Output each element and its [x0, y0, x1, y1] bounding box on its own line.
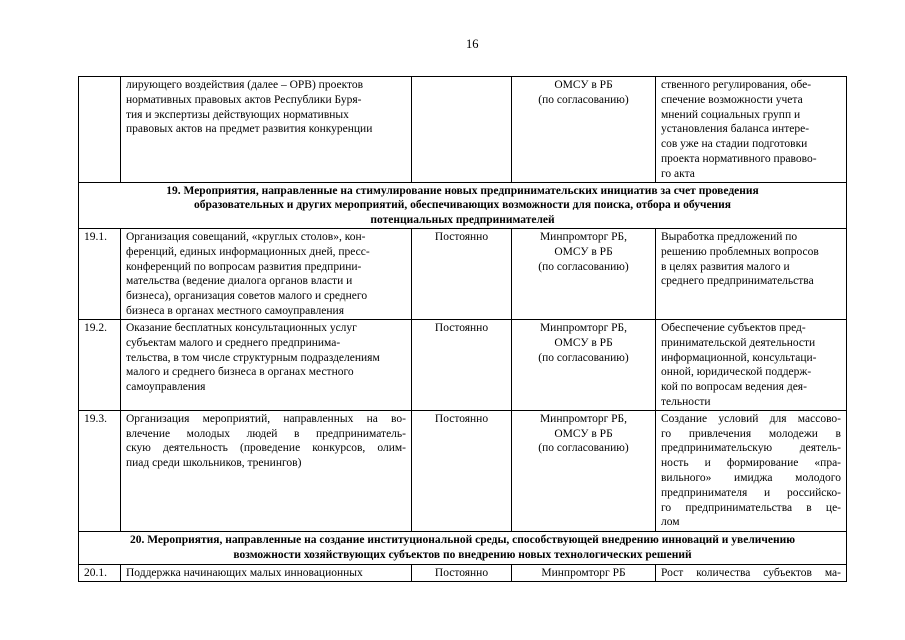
result-line: предпринимателя и российско- [661, 486, 841, 499]
result-line: кой по вопросам ведения дея- [661, 381, 807, 394]
responsible-line: Минпромторг РБ, [539, 230, 628, 243]
table-row-continuation [79, 77, 847, 183]
measure-line: пиад среди школьников, тренингов) [126, 457, 302, 470]
table-row [79, 319, 847, 410]
result-line: среднего предпринимательства [661, 275, 814, 288]
result-line: Выработка предложений по [661, 230, 798, 243]
responsible-line: ОМСУ в РБ [554, 245, 613, 258]
measure-line: бизнеса), организация советов малого и среднего [126, 290, 368, 303]
section-title-line: 19. Мероприятия, направленные на стимулирование новых предпринимательских инициатив за счет проведения [166, 184, 759, 197]
responsible-line: Минпромторг РБ, [539, 321, 628, 334]
cell-term: Постоянно [412, 564, 512, 581]
result-line: ность и формирование «пра- [661, 457, 841, 470]
cell-number: 19.2. [79, 319, 121, 410]
page-number: 16 [466, 37, 479, 51]
result-line: решению проблемных вопросов [661, 245, 819, 258]
result-line: Обеспечение субъектов пред- [661, 321, 806, 334]
measure-line: скую деятельность (проведение конкурсов, олим- [126, 442, 406, 455]
result-line: в целях развития малого и [661, 260, 790, 273]
result-line: го предпринимательства в це- [661, 501, 841, 514]
responsible-line: ОМСУ в РБ [554, 336, 613, 349]
result-line: проекта нормативного правово- [661, 152, 817, 165]
responsible-line: (по согласованию) [538, 93, 629, 106]
section-header-19 [79, 182, 847, 228]
result-line: принимательской деятельности [661, 336, 816, 349]
section-title-line: образовательных и других мероприятий, обеспечивающих возможности для поиска, отбора и обучения [193, 199, 732, 212]
section-title-line: 20. Мероприятия, направленные на создание институциональной среды, способствующей внедрению инноваций и увеличению [129, 533, 796, 546]
cell-number: 20.1. [79, 564, 121, 581]
responsible-line: (по согласованию) [538, 260, 629, 273]
cell-result [656, 410, 847, 531]
result-line: го акта [661, 167, 695, 180]
cell-responsible [512, 319, 656, 410]
result-line: лом [661, 516, 680, 529]
responsible-line: ОМСУ в РБ [554, 79, 613, 91]
result-line: Рост количества субъектов ма- [661, 566, 841, 579]
result-line: предпринимательскую деятель- [661, 442, 841, 455]
measure-line: нормативных правовых актов Республики Буря- [126, 93, 362, 106]
cell-term: Постоянно [412, 410, 512, 531]
measure-line: конференций по вопросам развития предприни- [126, 260, 362, 273]
result-line: установления баланса интере- [661, 123, 810, 136]
cell-measure [121, 564, 412, 581]
cell-measure [121, 410, 412, 531]
cell-responsible [512, 77, 656, 183]
cell-measure [121, 319, 412, 410]
measure-line: мательства (ведение диалога органов власти и [126, 275, 353, 288]
table-row [79, 410, 847, 531]
section-title-line: возможности хозяйствующих субъектов по внедрению новых технологических решений [233, 548, 692, 561]
cell-result [656, 319, 847, 410]
cell-responsible [512, 564, 656, 581]
measure-line: Организация совещаний, «круглых столов», кон- [126, 230, 366, 243]
measure-line: Оказание бесплатных консультационных услуг [126, 321, 357, 334]
measures-table [78, 76, 847, 582]
measure-line: влечение молодых людей в предприниматель- [126, 427, 406, 440]
result-line: сов уже на стадии подготовки [661, 138, 808, 151]
cell-responsible [512, 228, 656, 319]
cell-term [412, 77, 512, 183]
section-title-line: потенциальных предпринимателей [370, 214, 555, 227]
result-line: спечение возможности учета [661, 93, 803, 106]
responsible-line: (по согласованию) [538, 442, 629, 455]
measure-line: правовых актов на предмет развития конкуренции [126, 123, 373, 136]
responsible-line: Минпромторг РБ [541, 566, 626, 579]
measure-line: тия и экспертизы действующих нормативных [126, 108, 349, 121]
result-line: го привлечения молодежи в [661, 427, 841, 440]
responsible-line: (по согласованию) [538, 351, 629, 364]
table-row [79, 564, 847, 581]
cell-result [656, 564, 847, 581]
measure-line: Организация мероприятий, направленных на во- [126, 412, 406, 425]
responsible-line: Минпромторг РБ, [539, 412, 628, 425]
measure-line: самоуправления [126, 381, 206, 394]
section-title [79, 531, 847, 564]
result-line: Создание условий для массово- [661, 412, 841, 425]
cell-term: Постоянно [412, 228, 512, 319]
cell-number: 19.1. [79, 228, 121, 319]
section-header-20 [79, 531, 847, 564]
cell-measure [121, 228, 412, 319]
cell-responsible [512, 410, 656, 531]
result-line: онной, юридической поддерж- [661, 366, 812, 379]
cell-number: 19.3. [79, 410, 121, 531]
cell-result [656, 228, 847, 319]
result-line: ственного регулирования, обе- [661, 79, 812, 91]
result-line: тельности [661, 395, 711, 408]
result-line: вильного» имиджа молодого [661, 471, 841, 484]
measure-line: тельства, в том числе структурным подразделениям [126, 351, 380, 364]
measure-line: субъектам малого и среднего предпринима- [126, 336, 341, 349]
result-line: мнений социальных групп и [661, 108, 801, 121]
table-row [79, 228, 847, 319]
measure-line: Поддержка начинающих малых инновационных [126, 566, 363, 579]
cell-measure [121, 77, 412, 183]
responsible-line: ОМСУ в РБ [554, 427, 613, 440]
cell-result [656, 77, 847, 183]
cell-number [79, 77, 121, 183]
result-line: информационной, консультаци- [661, 351, 817, 364]
measure-line: бизнеса в органах местного самоуправления [126, 304, 345, 317]
measure-line: лирующего воздействия (далее – ОРВ) проектов [126, 79, 364, 91]
cell-term: Постоянно [412, 319, 512, 410]
section-title [79, 182, 847, 228]
measure-line: ференций, единых информационных дней, пресс- [126, 245, 370, 258]
measure-line: малого и среднего бизнеса в органах местного [126, 366, 354, 379]
